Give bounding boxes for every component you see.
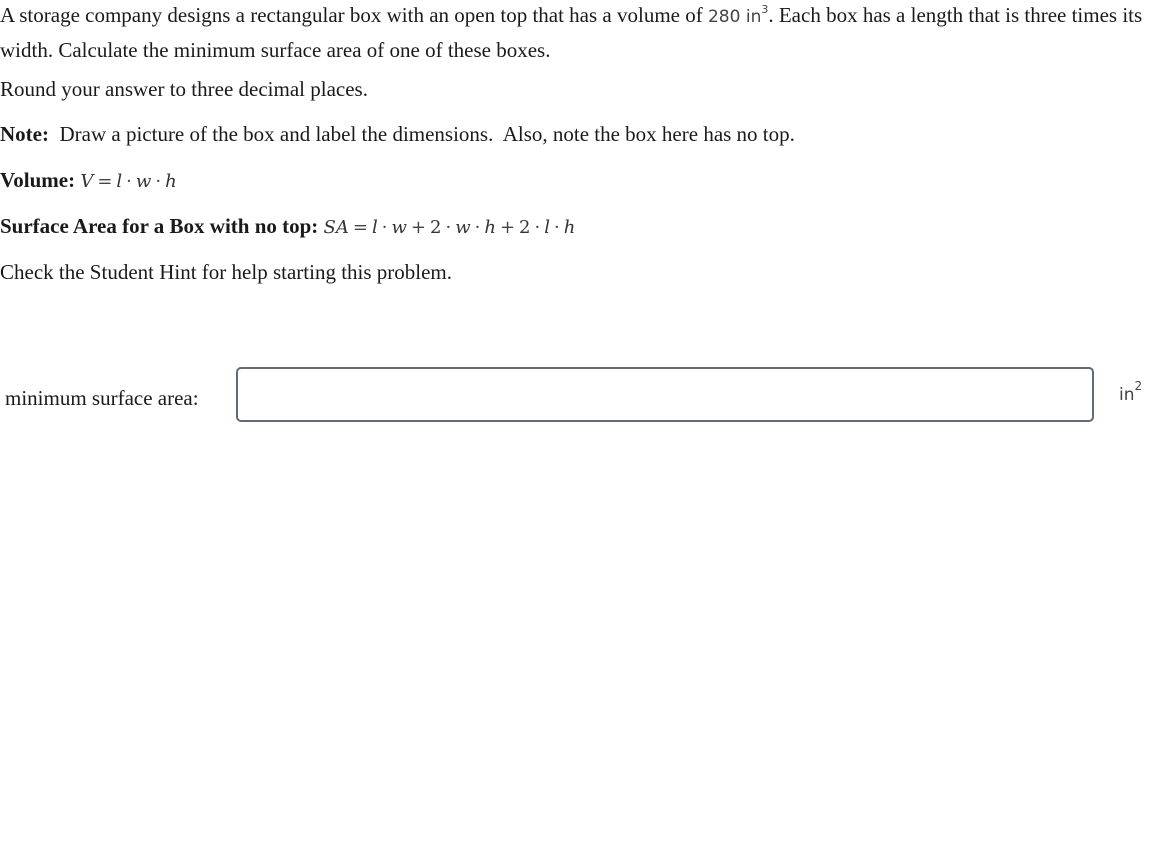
volume-eq: =: [97, 171, 113, 192]
surface-area-term: +: [410, 217, 426, 238]
surface-area-term: ·: [474, 217, 481, 238]
surface-area-term: +: [499, 217, 516, 238]
surface-area-term: ·: [381, 217, 388, 238]
volume-unit: in: [745, 7, 762, 27]
volume-number: 280: [707, 7, 741, 27]
volume-formula: [0, 166, 177, 196]
volume-term: ·: [155, 171, 162, 192]
problem-statement: [0, 0, 1145, 67]
surface-area-term: l: [544, 217, 550, 238]
surface-area-formula: [0, 212, 575, 242]
volume-formula-math: [80, 171, 176, 192]
surface-area-formula-label: Surface Area for a Box with no top:: [0, 214, 319, 238]
surface-area-term: w: [455, 217, 471, 238]
surface-area-term: 2: [519, 217, 531, 238]
answer-input[interactable]: [236, 367, 1094, 422]
surface-area-lhs: SA: [323, 217, 349, 238]
answer-label: minimum surface area:: [5, 386, 199, 410]
surface-area-eq: =: [352, 217, 368, 238]
note-text: Draw a picture of the box and label the dimensions. Also, note the box here has no top.: [59, 122, 795, 146]
volume-term: h: [165, 171, 177, 192]
surface-area-term: w: [391, 217, 407, 238]
surface-area-terms: [372, 217, 575, 238]
volume-lhs: V: [80, 171, 94, 192]
surface-area-term: ·: [553, 217, 560, 238]
volume-term: w: [135, 171, 152, 192]
volume-term: ·: [126, 171, 132, 192]
volume-exponent: 3: [761, 3, 769, 16]
surface-area-term: h: [563, 217, 576, 238]
answer-unit: [1119, 379, 1143, 405]
student-hint-text: Check the Student Hint for help starting this problem.: [0, 260, 453, 284]
surface-area-formula-math: [324, 217, 576, 238]
problem-text-before: A storage company designs a rectangular box with an open top that has a volume of: [0, 3, 708, 27]
note-label: Note:: [0, 122, 49, 146]
note-paragraph: [0, 120, 795, 148]
surface-area-term: 2: [430, 217, 442, 238]
volume-value: [707, 3, 769, 27]
surface-area-term: ·: [445, 217, 452, 238]
answer-unit-exponent: 2: [1134, 379, 1143, 393]
problem-text-after: . Each box has a length that is three times its width. Calculate the minimum surface area of one of these boxes.: [0, 3, 1143, 62]
volume-term: l: [116, 171, 123, 192]
surface-area-term: h: [484, 217, 496, 238]
volume-formula-label: Volume:: [0, 168, 76, 192]
volume-terms: [116, 171, 176, 192]
round-instruction: Round your answer to three decimal places.: [0, 77, 368, 101]
answer-unit-base: in: [1119, 385, 1135, 405]
surface-area-term: l: [371, 217, 378, 238]
surface-area-term: ·: [534, 217, 541, 238]
